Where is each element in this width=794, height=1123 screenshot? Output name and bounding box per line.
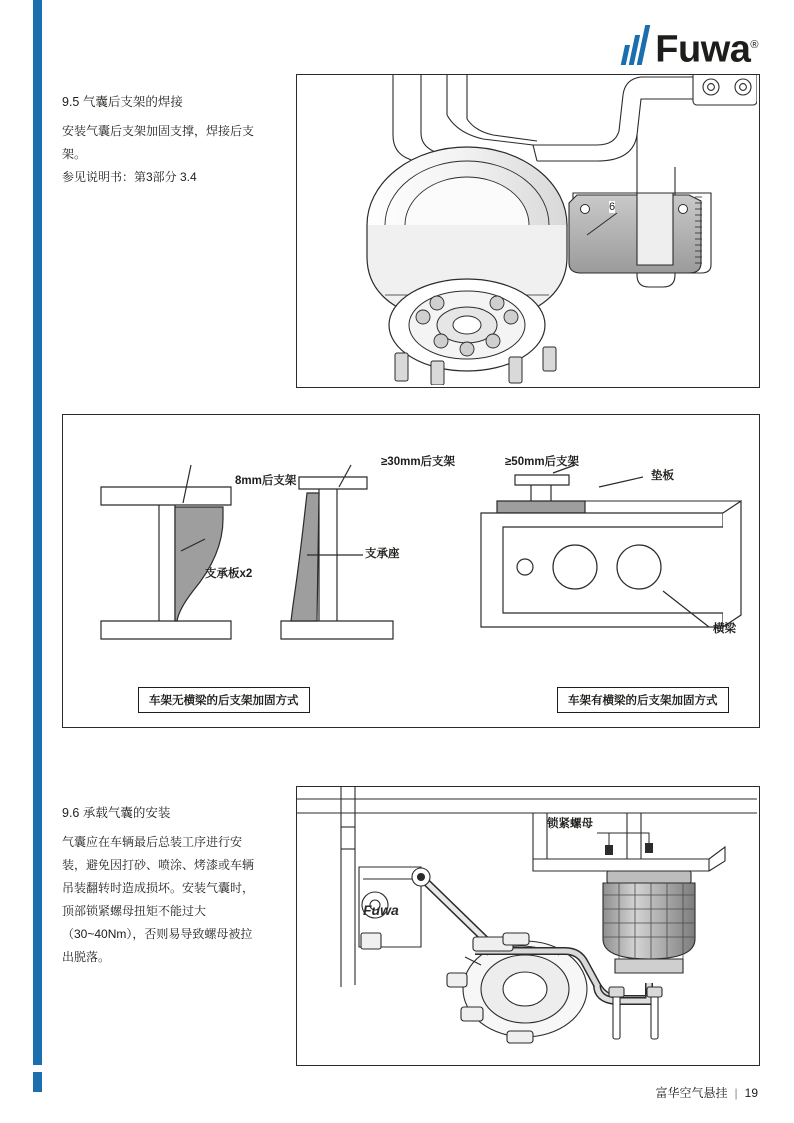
section-9-5-paragraph-2: 参见说明书：第3部分 3.4 bbox=[62, 170, 197, 184]
section-9-6-number: 9.6 bbox=[62, 806, 80, 820]
figure-3-drawing bbox=[297, 787, 757, 1063]
label-backing-plate: 垫板 bbox=[651, 470, 674, 482]
label-bracket-30mm: ≥30mm后支架 bbox=[381, 456, 456, 468]
logo-registered-mark: ® bbox=[750, 39, 758, 51]
section-9-6-heading bbox=[62, 803, 257, 823]
footer-separator: | bbox=[734, 1085, 738, 1100]
page-footer bbox=[656, 1084, 759, 1101]
footer-company: 富华空气悬挂 bbox=[655, 1086, 728, 1100]
left-accent-bar-tail bbox=[33, 1072, 42, 1092]
section-9-6-text bbox=[62, 803, 257, 969]
label-bracket-8mm: 8mm后支架 bbox=[235, 475, 297, 487]
label-support-seat: 支承座 bbox=[365, 548, 400, 560]
section-9-5-title: 气囊后支架的焊接 bbox=[82, 95, 183, 109]
logo-wordmark bbox=[655, 25, 758, 70]
section-9-6-paragraph-1: 气囊应在车辆最后总装工序进行安装，避免因打砂、喷涂、烤漆或车辆吊装翻转时造成损坏。安装气囊时，顶部锁紧螺母扭矩不能过大（30~40Nm），否则易导致螺母被拉出脱落。 bbox=[62, 835, 255, 964]
footer-page-number: 19 bbox=[744, 1085, 758, 1100]
svg-text:Fuwa: Fuwa bbox=[363, 902, 399, 918]
section-9-5-number: 9.5 bbox=[62, 95, 80, 109]
label-lock-nut: 锁紧螺母 bbox=[547, 818, 593, 830]
logo-brand-name: Fuwa bbox=[655, 28, 751, 71]
label-bracket-50mm: ≥50mm后支架 bbox=[505, 456, 580, 468]
section-9-5-paragraph-1: 安装气囊后支架加固支撑，焊接后支架。 bbox=[62, 124, 255, 161]
section-9-6-title: 承载气囊的安装 bbox=[82, 806, 171, 820]
section-9-5-heading bbox=[62, 92, 257, 112]
label-cross-beam: 横梁 bbox=[713, 623, 736, 635]
figure-1-callout-6: 6 bbox=[609, 201, 616, 213]
figure-1-drawing bbox=[297, 75, 757, 385]
logo-stripes-icon bbox=[621, 25, 654, 65]
figure-bracket-reinforcement bbox=[62, 414, 760, 728]
figure-air-spring-installation bbox=[296, 786, 760, 1066]
fuwa-logo-icon bbox=[625, 25, 758, 70]
label-support-plate: 支承板x2 bbox=[205, 568, 253, 580]
caption-no-crossbeam: 车架无横梁的后支架加固方式 bbox=[138, 687, 310, 713]
figure-rear-bracket-welding bbox=[296, 74, 760, 388]
section-9-5-text bbox=[62, 92, 257, 189]
caption-with-crossbeam: 车架有横梁的后支架加固方式 bbox=[557, 687, 729, 713]
left-accent-bar bbox=[33, 0, 42, 1065]
